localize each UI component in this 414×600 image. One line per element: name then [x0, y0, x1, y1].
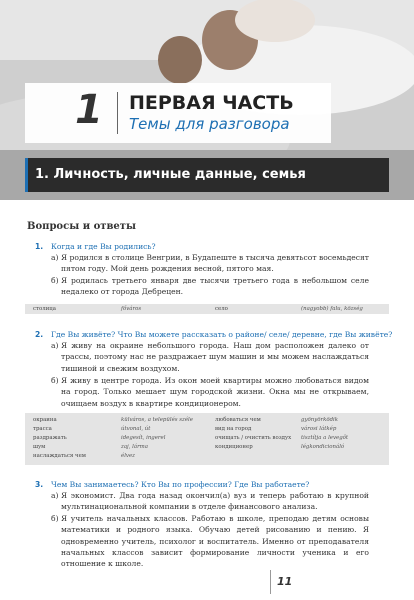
- vocab-row: [25, 452, 389, 460]
- answer: [51, 340, 369, 374]
- answer-label: а): [51, 341, 59, 350]
- section-accent: [25, 158, 28, 192]
- question-text: Чем Вы занимаетесь? Кто Вы по профессии? Где Вы работаете?: [51, 480, 310, 489]
- vocab-ru: село: [215, 306, 228, 312]
- answer-text: Я родилась третьего января две тысячи третьего года в небольшом селе недалеко от города Дебрецен.: [61, 276, 369, 297]
- answer-text: Я родился в столице Венгрии, в Будапеште в тысяча девятьсот восемьдесят пятом году. Мой день рождения весной, пятого мая.: [61, 253, 369, 274]
- vocab-ru: раздражать: [33, 435, 67, 441]
- question-number: 3.: [35, 480, 44, 489]
- vocab-row: [25, 425, 389, 433]
- vocab-ru: окраина: [33, 417, 57, 423]
- vocab-hu: gyönyörködik: [301, 417, 339, 423]
- subsection-title: Вопросы и ответы: [27, 221, 136, 232]
- vocab-hu: zaj, lárma: [121, 444, 148, 450]
- answer-text: Я экономист. Два года назад окончил(а) вуз и теперь работаю в крупной мультинациональной компании в отделе финансового анализа.: [61, 491, 369, 512]
- vocab-hu: városi látkép: [301, 426, 337, 432]
- answer-label: б): [51, 276, 59, 285]
- vocab-ru: вид на город: [215, 426, 252, 432]
- answer: [51, 375, 369, 409]
- vocab-ru: трасса: [33, 426, 52, 432]
- chapter-hero-photo: [0, 0, 414, 200]
- vocab-hu: főváros: [121, 306, 142, 312]
- answer: [51, 252, 369, 275]
- vocab-hu: útvonal, út: [121, 426, 151, 432]
- question-number: 1.: [35, 242, 44, 251]
- vocabulary-table: [25, 413, 389, 465]
- question-text: Где Вы живёте? Что Вы можете рассказать о районе/ селе/ деревне, где Вы живёте?: [51, 330, 393, 339]
- vocab-ru: наслаждаться чем: [33, 453, 86, 459]
- page-number: 11: [277, 575, 293, 588]
- answer: [51, 275, 369, 298]
- vocab-row: [25, 434, 389, 442]
- vocab-hu: élvez: [121, 453, 135, 459]
- vocab-ru: шум: [33, 444, 46, 450]
- chapter-header: [25, 83, 331, 143]
- vocab-hu: idegesít, ingerel: [121, 435, 166, 441]
- vocab-ru: очищать / очистить воздух: [215, 435, 292, 441]
- answer: [51, 490, 369, 513]
- answer-label: а): [51, 253, 59, 262]
- answer-text: Я живу на окраине небольшого города. Наш дом расположен далеко от трассы, поэтому нас не раздражает шум машин и мы можем наслаждаться тишиной и свежим воздухом.: [61, 341, 369, 373]
- vocab-row: [25, 416, 389, 424]
- vocab-ru: любоваться чем: [215, 417, 261, 423]
- answer-text: Я живу в центре города. Из окон моей квартиры можно любоваться видом на город. Только мешает шум городской жизни. Окна мы не открываем, очищаем воздух в квартире кондиционером.: [61, 376, 369, 408]
- footer-divider: [270, 570, 271, 594]
- section-header: [25, 158, 389, 192]
- answer-label: б): [51, 514, 59, 523]
- vocab-ru: столица: [33, 306, 56, 312]
- vocabulary-table: [25, 304, 389, 314]
- vocab-hu: külváros, a település széle: [121, 417, 193, 423]
- vocab-hu: tisztítja a levegőt: [301, 435, 349, 441]
- answer-label: б): [51, 376, 59, 385]
- vocab-hu: légkondicionáló: [301, 444, 345, 450]
- vocab-ru: кондиционер: [215, 444, 253, 450]
- answer: [51, 513, 369, 569]
- vocab-row: [25, 443, 389, 451]
- chapter-divider: [117, 92, 118, 134]
- answer-text: Я учитель начальных классов. Работаю в школе, преподаю детям основы математики и родного языка. Обучаю детей рисованию и пению. Я одновременно учитель, психолог и воспитатель. Именно от преподавателя начальных классов зависит формирование личности ученика и его отношение к школе.: [61, 514, 369, 569]
- question-number: 2.: [35, 330, 44, 339]
- chapter-title: ПЕРВАЯ ЧАСТЬ: [129, 92, 294, 114]
- chapter-number: 1: [75, 87, 103, 133]
- section-title: 1. Личность, личные данные, семья: [35, 167, 306, 182]
- chapter-subtitle: Темы для разговора: [129, 115, 290, 133]
- vocab-hu: (nagyobb) falu, község: [301, 306, 363, 312]
- vocab-row: [25, 305, 389, 313]
- answer-label: а): [51, 491, 59, 500]
- question-text: Когда и где Вы родились?: [51, 242, 156, 251]
